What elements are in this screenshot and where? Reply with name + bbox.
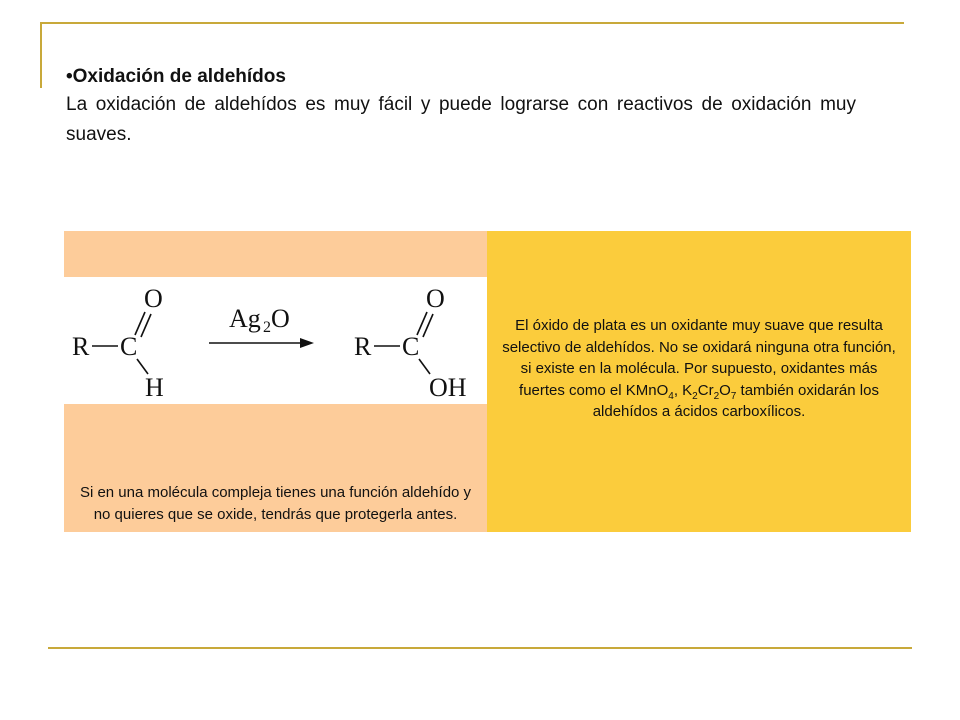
reaction-arrow-head	[300, 338, 314, 348]
reagent-subscript: 2	[263, 319, 271, 336]
product-c: C	[402, 332, 420, 361]
intro-paragraph: La oxidación de aldehídos es muy fácil y puede lograrse con reactivos de oxidación muy suaves.	[66, 94, 856, 145]
reagent-ag: Ag	[229, 304, 261, 333]
reaction-diagram	[64, 277, 487, 404]
reactant-ch-bond	[137, 359, 148, 374]
bottom-rule	[48, 647, 912, 649]
reactant-h: H	[145, 373, 164, 402]
section-heading: •Oxidación de aldehídos	[66, 66, 286, 87]
top-left-cell	[64, 231, 487, 277]
top-rule	[40, 22, 904, 24]
reagent-o: O	[271, 304, 290, 333]
product-oh: OH	[429, 373, 467, 402]
content-panel	[64, 231, 911, 532]
product-coh-bond	[419, 359, 430, 374]
protect-note: Si en una molécula compleja tienes una función aldehído y no quieres que se oxide, tendrás que protegerla antes.	[79, 484, 472, 523]
text-block	[66, 64, 856, 150]
reactant-o: O	[144, 284, 163, 313]
reactant-r: R	[72, 332, 90, 361]
protect-note-cell	[64, 404, 487, 532]
silver-oxide-note: El óxido de plata es un oxidante muy suave que resulta selectivo de aldehídos. No se oxidará ninguna otra función, si existe en la molécula. Por supuesto, oxidantes más fuertes como el KMnO$_4$, $K_2Cr_2O_7$ también oxidarán los aldehídos a ácidos carboxílicos.	[502, 317, 896, 421]
left-rule	[40, 22, 42, 88]
product-o: O	[426, 284, 445, 313]
reaction-cell	[64, 277, 487, 404]
reactant-c: C	[120, 332, 138, 361]
product-r: R	[354, 332, 372, 361]
silver-oxide-note-cell	[487, 231, 911, 532]
